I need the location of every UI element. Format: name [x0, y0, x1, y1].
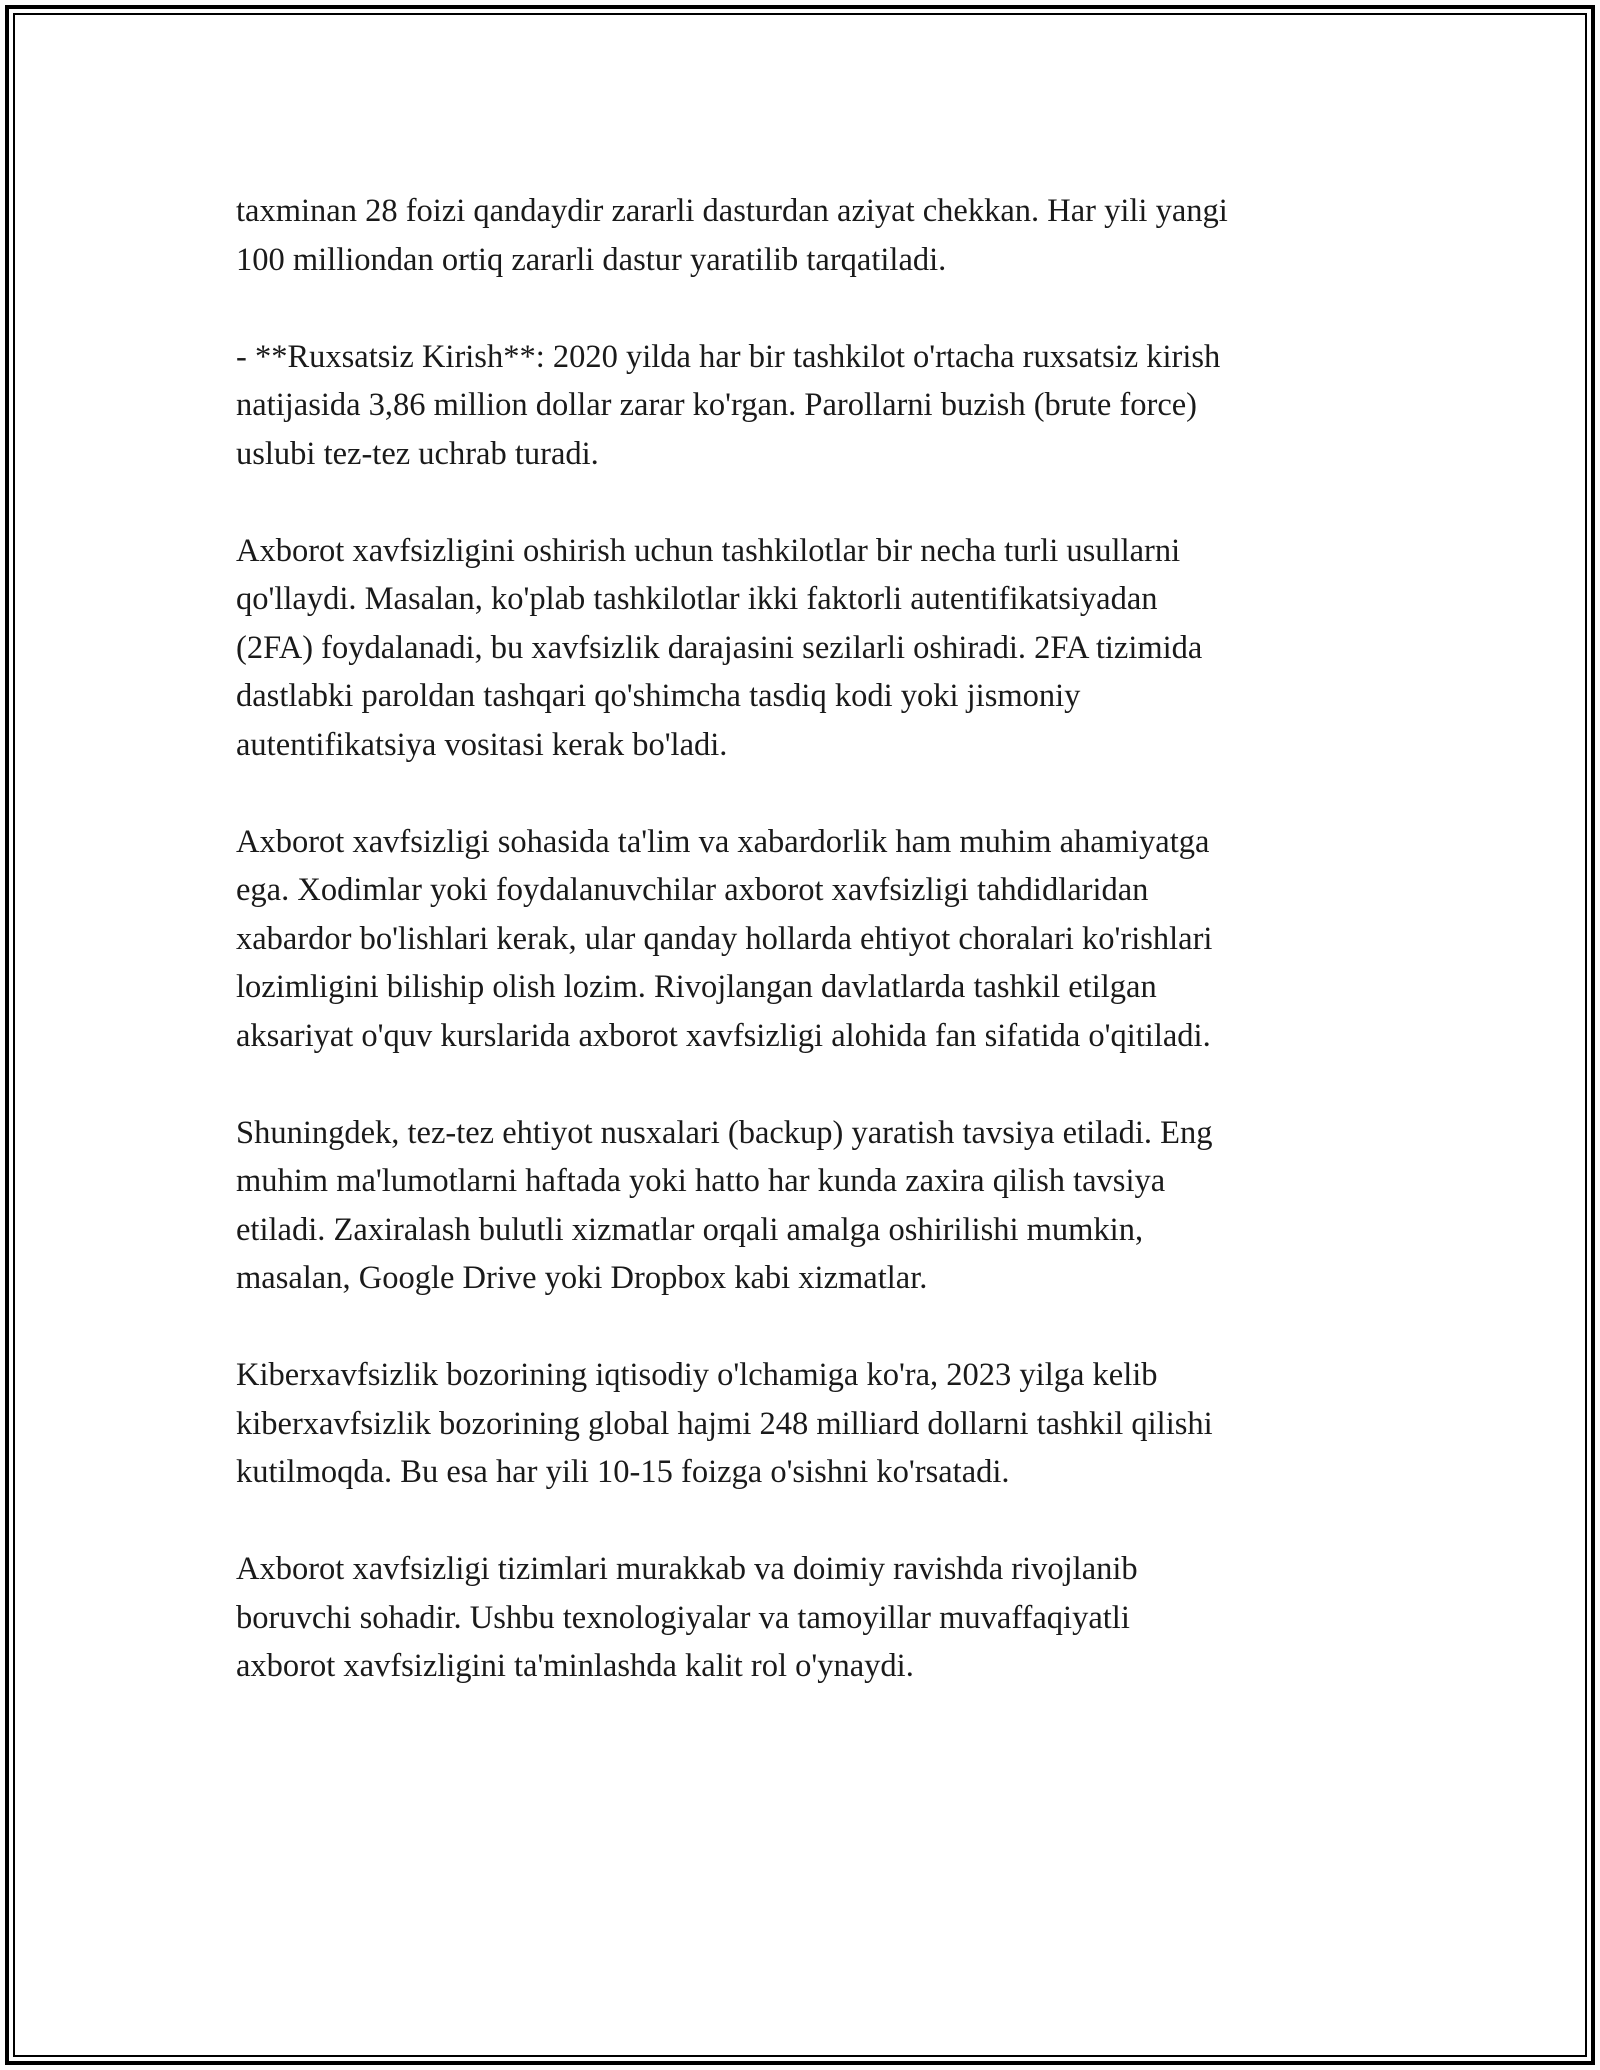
- text-line: lozimligini biliship olish lozim. Rivojlangan davlatlarda tashkil etilgan: [236, 969, 1157, 1005]
- text-line: ega. Xodimlar yoki foydalanuvchilar axborot xavfsizligi tahdidlaridan: [236, 872, 1149, 908]
- text-line: boruvchi sohadir. Ushbu texnologiyalar va tamoyillar muvaffaqiyatli: [236, 1599, 1130, 1636]
- text-line: uslubi tez-tez uchrab turadi.: [236, 435, 599, 472]
- text-line: 100 milliondan ortiq zararli dastur yaratilib tarqatiladi.: [236, 241, 947, 278]
- text-line: (2FA) foydalanadi, bu xavfsizlik darajasini sezilarli oshiradi. 2FA tizimida: [236, 629, 1203, 666]
- text-line: autentifikatsiya vositasi kerak bo'ladi.: [236, 726, 728, 763]
- text-line: kiberxavfsizlik bozorining global hajmi 248 milliard dollarni tashkil qilishi: [236, 1405, 1213, 1442]
- text-line: masalan, Google Drive yoki Dropbox kabi xizmatlar.: [236, 1260, 928, 1296]
- text-line: xabardor bo'lishlari kerak, ular qanday hollarda ehtiyot choralari ko'rishlari: [236, 920, 1213, 957]
- paragraph-backups: [236, 1109, 1366, 1303]
- paragraph-malware-stats: [236, 187, 1366, 284]
- paragraph-market-size: [236, 1351, 1366, 1497]
- text-line: Axborot xavfsizligini oshirish uchun tashkilotlar bir necha turli usullarni: [236, 532, 1181, 569]
- paragraph-unauthorized-access: [236, 333, 1366, 479]
- text-line: dastlabki paroldan tashqari qo'shimcha tasdiq kodi yoki jismoniy: [236, 678, 1081, 714]
- text-line: kutilmoqda. Bu esa har yili 10-15 foizga o'sishni ko'rsatadi.: [236, 1454, 1010, 1490]
- text-line: etiladi. Zaxiralash bulutli xizmatlar orqali amalga oshirilishi mumkin,: [236, 1211, 1144, 1248]
- document-body: [236, 187, 1366, 1739]
- text-line: natijasida 3,86 million dollar zarar ko'rgan. Parollarni buzish (brute force): [236, 387, 1197, 423]
- text-line: Axborot xavfsizligi tizimlari murakkab va doimiy ravishda rivojlanib: [236, 1551, 1138, 1587]
- text-line: Shuningdek, tez-tez ehtiyot nusxalari (backup) yaratish tavsiya etiladi. Eng: [236, 1114, 1213, 1151]
- text-line: aksariyat o'quv kurslarida axborot xavfsizligi alohida fan sifatida o'qitiladi.: [236, 1017, 1211, 1054]
- text-line: qo'llaydi. Masalan, ko'plab tashkilotlar ikki faktorli autentifikatsiyadan: [236, 581, 1158, 617]
- paragraph-education-awareness: [236, 818, 1366, 1061]
- text-line: Kiberxavfsizlik bozorining iqtisodiy o'lchamiga ko'ra, 2023 yilga kelib: [236, 1357, 1158, 1393]
- text-line: taxminan 28 foizi qandaydir zararli dasturdan aziyat chekkan. Har yili yangi: [236, 193, 1228, 229]
- paragraph-conclusion: [236, 1545, 1366, 1691]
- text-line: axborot xavfsizligini ta'minlashda kalit rol o'ynaydi.: [236, 1648, 914, 1684]
- text-line: muhim ma'lumotlarni haftada yoki hatto har kunda zaxira qilish tavsiya: [236, 1163, 1166, 1199]
- paragraph-two-factor-auth: [236, 527, 1366, 770]
- text-line: Axborot xavfsizligi sohasida ta'lim va xabardorlik ham muhim ahamiyatga: [236, 823, 1210, 860]
- text-line: - **Ruxsatsiz Kirish**: 2020 yilda har bir tashkilot o'rtacha ruxsatsiz kirish: [236, 338, 1221, 375]
